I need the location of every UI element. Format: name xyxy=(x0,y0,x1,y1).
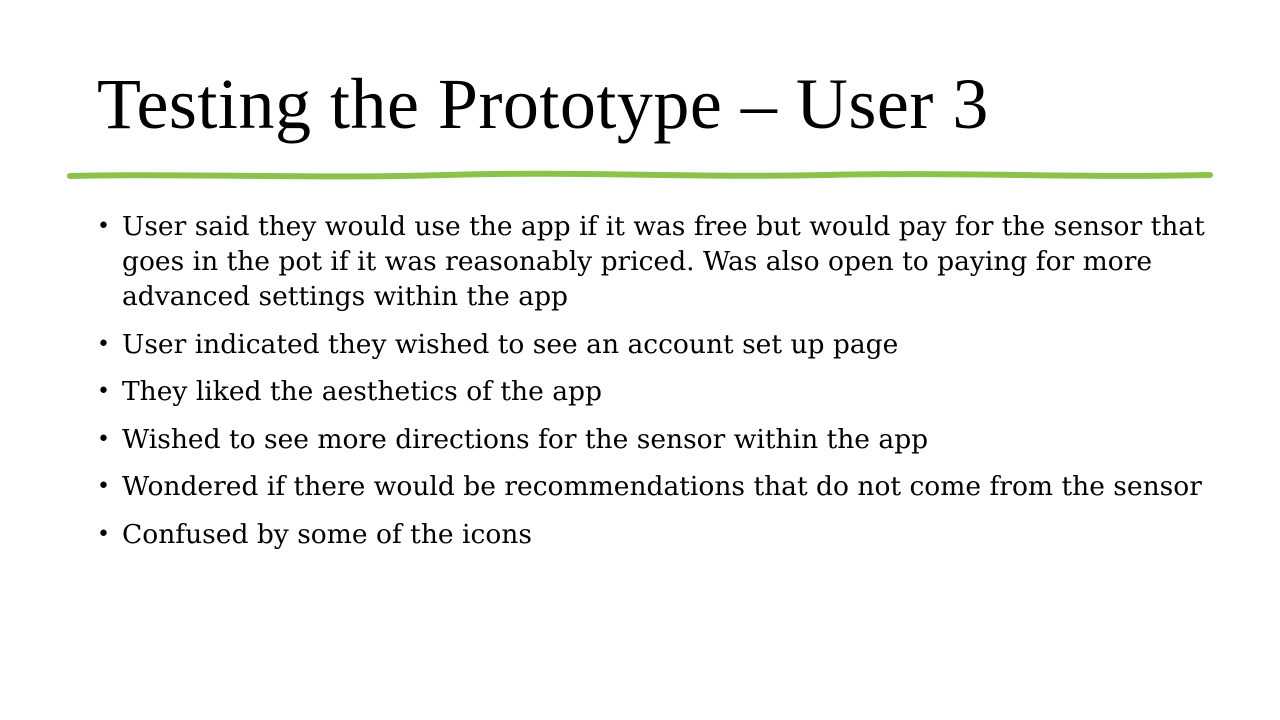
bullet-item xyxy=(97,374,1222,409)
bullet-item xyxy=(97,422,1222,457)
bullet-text: User said they would use the app if it was free but would pay for the sensor that goes in the pot if it was reasonably priced. Was also open to paying for more advanced settings within the app xyxy=(122,211,1205,312)
bullet-dot: • xyxy=(97,214,110,239)
bullet-dot: • xyxy=(97,426,110,452)
bullet-item xyxy=(97,517,1222,552)
slide-title: Testing the Prototype – User 3 xyxy=(97,64,989,144)
bullet-text: Wondered if there would be recommendations that do not come from the sensor xyxy=(122,471,1202,502)
title-underline xyxy=(66,168,1214,184)
bullet-text: Wished to see more directions for the sensor within the app xyxy=(122,423,929,455)
bullet-item xyxy=(97,469,1222,504)
bullet-text: Confused by some of the icons xyxy=(122,518,532,550)
bullet-item xyxy=(97,209,1222,314)
title-underline-stroke xyxy=(70,174,1210,177)
bullet-list xyxy=(97,209,1222,564)
bullet-dot: • xyxy=(97,521,110,547)
bullet-dot: • xyxy=(97,379,110,404)
bullet-text: User indicated they wished to see an account set up page xyxy=(122,328,899,360)
bullet-dot: • xyxy=(97,331,110,357)
bullet-item xyxy=(97,327,1222,362)
bullet-dot: • xyxy=(97,474,110,499)
bullet-text: They liked the aesthetics of the app xyxy=(122,376,602,407)
